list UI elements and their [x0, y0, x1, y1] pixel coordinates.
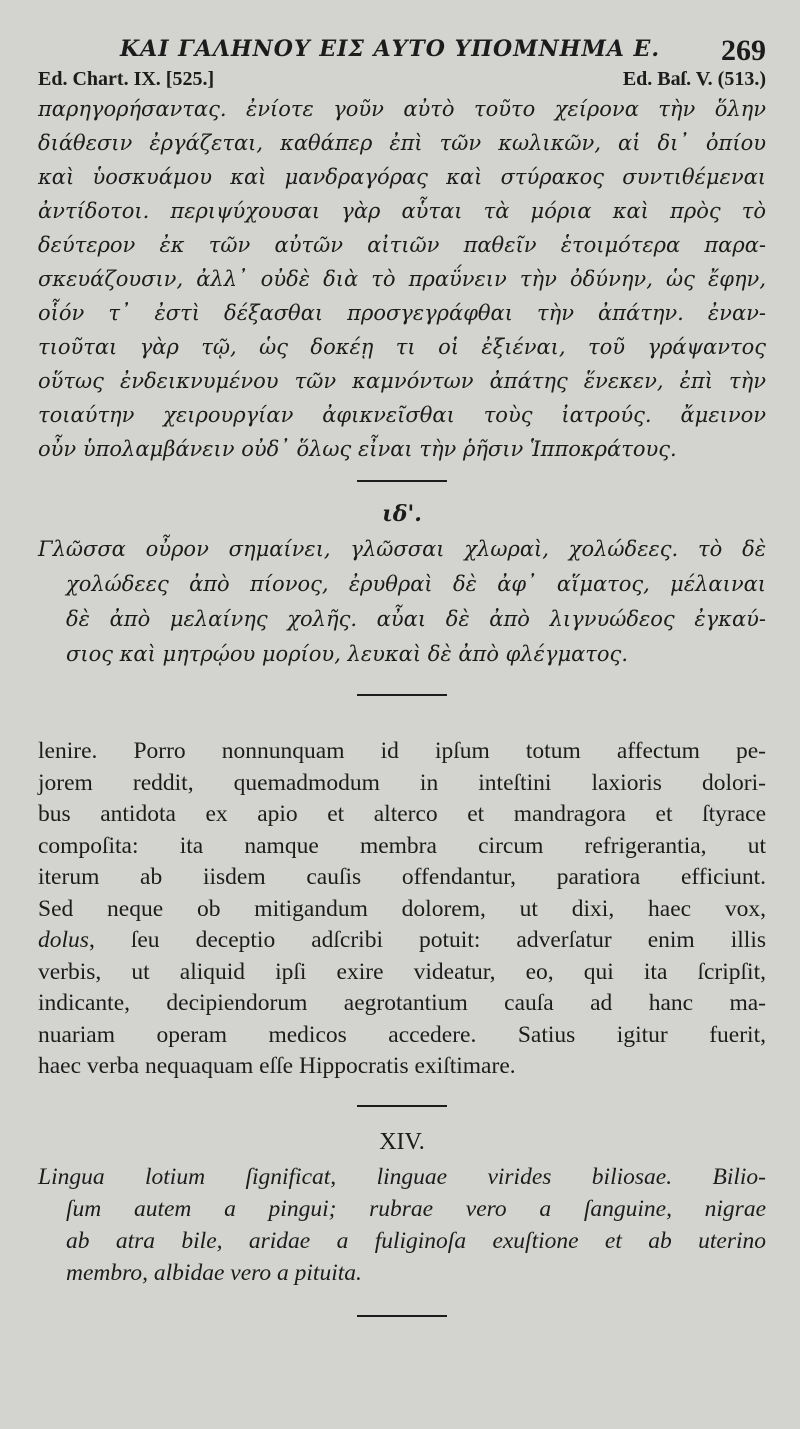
edition-chart-reference: Ed. Chart. IX. [525.] — [38, 68, 215, 90]
greek-line: τοιαύτην χειρουργίαν ἀφικνεῖσθαι τοὺς ἰατρούς. ἄμεινον — [38, 403, 766, 427]
greek-line: διάθεσιν ἐργάζεται, καθάπερ ἐπὶ τῶν κωλικῶν, αἱ δι᾽ ὀπίου — [38, 131, 766, 155]
greek-line: ἀντίδοτοι. περιψύχουσαι γὰρ αὗται τὰ μόρια καὶ πρὸς τὸ — [38, 199, 766, 223]
divider-rule — [357, 1105, 447, 1107]
page-number: 269 — [721, 34, 766, 67]
greek-line: τιοῦται γὰρ τῷ, ὡς δοκέῃ τι οἱ ἐξιέναι, τοῦ γράψαντος — [38, 335, 766, 359]
latin-line: bus antidota ex apio et alterco et mandragora et ſtyrace — [38, 801, 766, 827]
latin-aphorism-line: ſum autem a pingui; rubrae vero a ſanguine, nigrae — [66, 1195, 766, 1222]
greek-line: οὖν ὑπολαμβάνειν οὐδ᾽ ὅλως εἶναι τὴν ῥῆσιν Ἱπποκράτους. — [38, 437, 677, 461]
latin-line-rest: , ſeu deceptio adſcribi potuit: adverſatur enim illis — [88, 927, 766, 953]
latin-line: verbis, ut aliquid ipſi exire videatur, eo, qui ita ſcripſit, — [38, 958, 766, 985]
divider-rule — [357, 480, 447, 482]
edition-basel-reference: Ed. Baſ. V. (513.) — [622, 68, 766, 90]
latin-line: Sed neque ob mitigandum dolorem, ut dixi, haec vox, — [38, 895, 766, 922]
edition-reference-line — [38, 66, 766, 92]
latin-line: indicante, decipiendorum aegrotantium cauſa ad hanc ma- — [38, 990, 766, 1016]
latin-line — [38, 925, 766, 957]
latin-italic-word: dolus — [38, 927, 89, 953]
latin-aphorism-line: membro, albidae vero a pituita. — [66, 1259, 362, 1286]
latin-aphorism — [38, 1161, 766, 1289]
greek-line: σκευάζουσιν, ἀλλ᾽ οὐδὲ διὰ τὸ πραΰνειν τὴν ὀδύνην, ὡς ἔφην, — [38, 267, 766, 291]
divider-wrap — [38, 466, 766, 496]
latin-aphorism-number: XIV. — [379, 1128, 425, 1155]
greek-aphorism-line: σιος καὶ μητρῴου μορίου, λευκαὶ δὲ ἀπὸ φλέγματος. — [66, 642, 628, 666]
latin-aphorism-line: ab atra bile, aridae a fuliginoſa exuſtione et ab uterino — [66, 1227, 766, 1254]
greek-line: οἷόν τ᾽ ἐστὶ δέξασθαι προσγεγράφθαι τὴν ἀπάτην. ἐναν- — [38, 301, 766, 325]
latin-line: haec verba nequaquam eſſe Hippocratis exiſtimare. — [38, 1053, 516, 1079]
greek-aphorism-line: δὲ ἀπὸ μελαίνης χολῆς. αὖαι δὲ ἀπὸ λιγνυώδεος ἐγκαύ- — [66, 607, 766, 631]
running-header — [38, 30, 766, 66]
running-title: ΚΑΙ ΓΑΛΗΝΟΥ ΕΙΣ ΑΥΤΟ ΥΠΟΜΝΗΜΑ Ε. — [120, 36, 660, 62]
divider-wrap — [38, 672, 766, 720]
divider-rule — [357, 694, 447, 696]
greek-aphorism — [38, 532, 766, 672]
latin-commentary — [38, 736, 766, 1083]
latin-line: iterum ab iisdem cauſis offendantur, paratiora efficiunt. — [38, 864, 766, 890]
greek-aphorism-number: ιδ'. — [382, 501, 422, 527]
greek-aphorism-line: Γλῶσσα οὖρον σημαίνει, γλῶσσαι χλωραὶ, χολώδεες. τὸ δὲ — [38, 537, 766, 561]
latin-aphorism-line: Lingua lotium ſignificat, linguae virides biliosae. Bilio- — [38, 1163, 766, 1190]
greek-line: καὶ ὑοσκυάμου καὶ μανδραγόρας καὶ στύρακος συντιθέμεναι — [38, 165, 766, 189]
greek-commentary — [38, 92, 766, 466]
latin-line: jorem reddit, quemadmodum in inteſtini laxioris dolori- — [38, 769, 766, 796]
latin-line: compoſita: ita namque membra circum refrigerantia, ut — [38, 832, 766, 859]
latin-line: nuariam operam medicos accedere. Satius igitur fuerit, — [38, 1021, 766, 1048]
greek-line: δεύτερον ἐκ τῶν αὐτῶν αἰτιῶν παθεῖν ἑτοιμότερα παρα- — [38, 233, 766, 257]
greek-line: παρηγορήσαντας. ἐνίοτε γοῦν αὐτὸ τοῦτο χείρονα τὴν ὅλην — [38, 97, 766, 121]
divider-rule — [357, 1315, 447, 1317]
greek-aphorism-line: χολώδεες ἀπὸ πίονος, ἐρυθραὶ δὲ ἀφ᾽ αἵματος, μέλαιναι — [66, 572, 766, 596]
divider-wrap — [38, 1289, 766, 1329]
latin-line: lenire. Porro nonnunquam id ipſum totum affectum pe- — [38, 738, 766, 764]
greek-line: οὕτως ἐνδεικνυμένου τῶν καμνόντων ἀπάτης ἕνεκεν, ἐπὶ τὴν — [38, 369, 766, 393]
divider-wrap — [38, 1083, 766, 1123]
